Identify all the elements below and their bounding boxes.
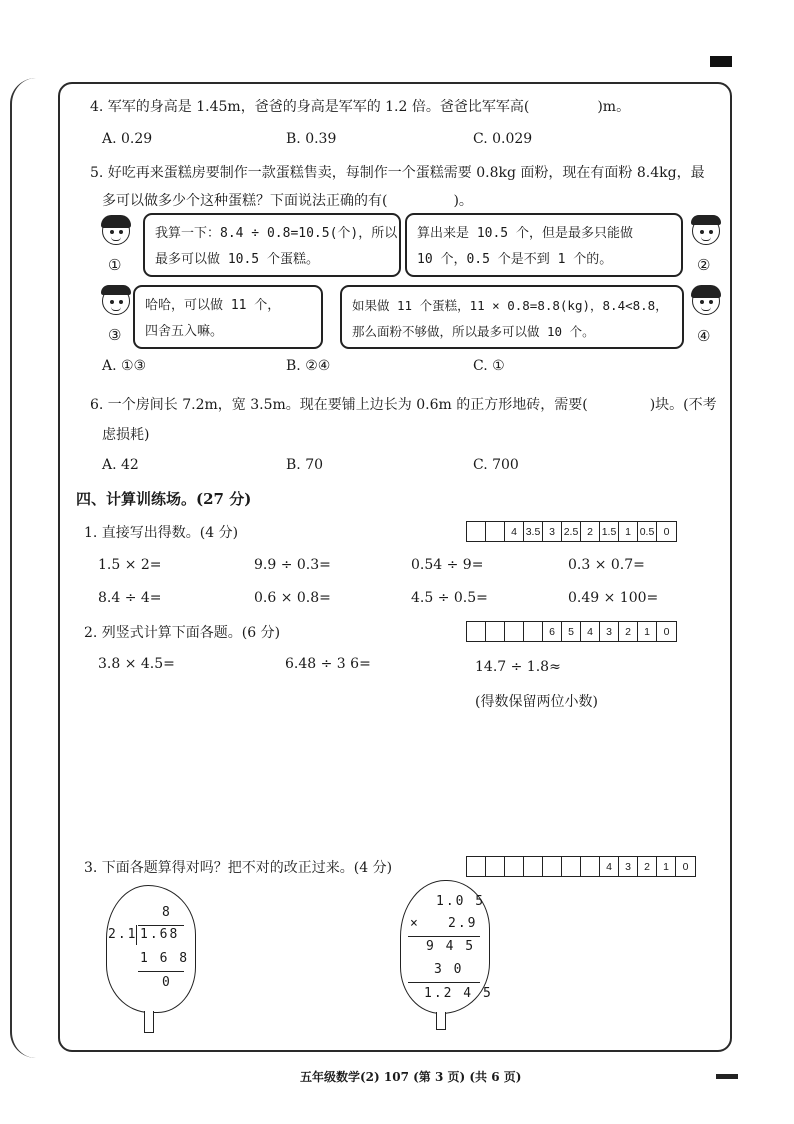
score-cell[interactable]: 3 (543, 522, 562, 541)
score-cell[interactable]: 1 (638, 622, 657, 641)
score-cell[interactable]: 2 (581, 522, 600, 541)
score-cell[interactable]: 0 (663, 625, 670, 638)
girl-avatar-1 (98, 217, 134, 253)
q4-option-a[interactable]: A. 0.29 (102, 131, 153, 147)
mult-row-2: 2.9 (448, 916, 478, 931)
bubble-2-line2: 10 个，0.5 个是不到 1 个的。 (417, 252, 613, 267)
tree-problem-1 (104, 885, 200, 1035)
speaker-2-number: ② (697, 256, 711, 274)
q5-stem-line1: 5. 好吃再来蛋糕房要制作一款蛋糕售卖，每制作一个蛋糕需要 0.8kg 面粉，现在有面粉 8.4kg，最 (90, 165, 705, 181)
score-cell[interactable] (562, 857, 581, 876)
score-cell[interactable]: 1 (619, 522, 638, 541)
calc-item-4: 0.3 × 0.7= (568, 557, 645, 573)
division-divisor: 2.1 (108, 927, 138, 942)
part1-score-box[interactable] (466, 521, 677, 542)
score-cell[interactable] (467, 522, 486, 541)
speaker-1-number: ① (108, 256, 122, 274)
score-cell[interactable]: 5 (562, 622, 581, 641)
score-cell[interactable]: 3 (619, 857, 638, 876)
q4-option-b[interactable]: B. 0.39 (286, 131, 337, 147)
mult-sign: × (410, 916, 420, 931)
score-cell[interactable]: 3 (600, 622, 619, 641)
q4-stem-end: )m。 (597, 99, 631, 115)
part2-score-box[interactable] (466, 621, 677, 642)
q6-option-b[interactable]: B. 70 (286, 457, 324, 473)
bubble-3-line1: 哈哈，可以做 11 个， (145, 298, 281, 313)
q5-stem-end: )。 (453, 193, 473, 209)
score-cell[interactable] (467, 857, 486, 876)
score-cell[interactable]: 4 (600, 857, 619, 876)
score-cell[interactable]: 4 (581, 622, 600, 641)
tree-problem-2 (398, 880, 494, 1030)
boy-avatar-3 (98, 287, 134, 323)
division-subtract-line (138, 971, 184, 972)
calc-item-3: 0.54 ÷ 9= (411, 557, 484, 573)
mult-row-1: 1.0 5 (436, 894, 486, 909)
q6-option-a[interactable]: A. 42 (102, 457, 139, 473)
q6-stem-end: )块。(不考 (649, 397, 717, 413)
score-cell[interactable] (486, 522, 505, 541)
calc-item-8: 0.49 × 100= (568, 590, 659, 606)
score-cell[interactable]: 2 (619, 622, 638, 641)
calc-item-2: 9.9 ÷ 0.3= (254, 557, 331, 573)
division-dividend: 1.68 (140, 927, 180, 942)
division-quotient: 8 (162, 905, 172, 920)
tree-trunk-2 (436, 1012, 446, 1030)
tree-trunk-1 (144, 1011, 154, 1033)
calc-item-7: 4.5 ÷ 0.5= (411, 590, 488, 606)
speech-bubble-3 (133, 285, 323, 349)
score-cell[interactable] (486, 857, 505, 876)
calc-item-6: 0.6 × 0.8= (254, 590, 331, 606)
score-cell[interactable]: 2.5 (562, 522, 581, 541)
q4-option-c[interactable]: C. 0.029 (473, 131, 533, 147)
q6-option-c[interactable]: C. 700 (473, 457, 519, 473)
calc-item-1: 1.5 × 2= (98, 557, 162, 573)
q5-stem-text: 多可以做多少个这种蛋糕？下面说法正确的有( (102, 193, 388, 209)
binding-edge (10, 78, 40, 1058)
bubble-1-line1: 我算一下：8.4 ÷ 0.8=10.5(个)，所以 (155, 226, 398, 241)
q5-stem-line2 (102, 190, 473, 210)
vertical-calc-3: 14.7 ÷ 1.8≈ (475, 659, 561, 675)
division-remainder: 0 (162, 975, 172, 990)
speaker-3-number: ③ (108, 326, 122, 344)
mult-result: 1.2 4 5 (424, 986, 493, 1001)
speech-bubble-2 (405, 213, 683, 277)
score-cell[interactable]: 0.5 (638, 522, 657, 541)
bubble-2-line1: 算出来是 10.5 个，但是最多只能做 (417, 226, 633, 241)
q5-option-c[interactable]: C. ① (473, 358, 505, 374)
score-cell[interactable]: 3.5 (524, 522, 543, 541)
part2-title: 2. 列竖式计算下面各题。(6 分) (84, 625, 281, 641)
speech-bubble-1 (143, 213, 401, 277)
speech-bubble-4 (340, 285, 684, 349)
bubble-4-line1: 如果做 11 个蛋糕，11 × 0.8=8.8(kg)，8.4<8.8， (352, 298, 668, 313)
score-cell[interactable] (467, 622, 486, 641)
q6-stem-text: 6. 一个房间长 7.2m，宽 3.5m。现在要铺上边长为 0.6m 的正方形地砖，需要( (90, 397, 588, 413)
score-cell[interactable] (524, 857, 543, 876)
bubble-4-line2: 那么面粉不够做，所以最多可以做 10 个。 (352, 324, 595, 339)
score-cell[interactable] (543, 857, 562, 876)
score-cell[interactable] (505, 857, 524, 876)
q5-option-b[interactable]: B. ②④ (286, 358, 331, 374)
girl-avatar-4 (688, 287, 724, 323)
score-cell[interactable]: 0 (663, 525, 670, 538)
boy-avatar-2 (688, 217, 724, 253)
q4-stem-text: 4. 军军的身高是 1.45m，爸爸的身高是军军的 1.2 倍。爸爸比军军高( (90, 99, 530, 115)
score-cell[interactable]: 0 (682, 860, 689, 873)
speaker-4-number: ④ (697, 327, 711, 345)
score-cell[interactable]: 6 (543, 622, 562, 641)
calc-item-5: 8.4 ÷ 4= (98, 590, 162, 606)
score-cell[interactable] (524, 622, 543, 641)
q5-option-a[interactable]: A. ①③ (102, 358, 147, 374)
vertical-calc-1: 3.8 × 4.5= (98, 656, 175, 672)
footer-registration-mark (716, 1074, 738, 1079)
bubble-3-line2: 四舍五入嘛。 (145, 324, 224, 339)
tree-canopy-1 (106, 885, 196, 1013)
division-bar (138, 925, 184, 926)
rounding-note: (得数保留两位小数) (475, 694, 598, 710)
score-cell[interactable]: 2 (638, 857, 657, 876)
q6-stem-line1 (90, 394, 717, 414)
corner-registration-mark (710, 56, 732, 67)
mult-row-3: 9 4 5 (426, 939, 476, 954)
mult-line-2 (408, 982, 480, 983)
page-footer: 五年级数学(2) 107 (第 3 页) (共 6 页) (300, 1070, 522, 1084)
score-cell[interactable] (581, 857, 600, 876)
part3-score-box[interactable] (466, 856, 696, 877)
part1-title: 1. 直接写出得数。(4 分) (84, 525, 239, 541)
mult-row-4: 3 0 (434, 962, 464, 977)
score-cell[interactable] (486, 622, 505, 641)
score-cell[interactable]: 4 (505, 522, 524, 541)
division-product: 1 6 8 (140, 951, 190, 966)
score-cell[interactable]: 1.5 (600, 522, 619, 541)
score-cell[interactable]: 1 (657, 857, 676, 876)
score-cell[interactable] (505, 622, 524, 641)
section-4-title: 四、计算训练场。(27 分) (76, 490, 252, 508)
q6-stem-line2: 虑损耗) (102, 427, 150, 443)
vertical-calc-2: 6.48 ÷ 3 6= (285, 656, 371, 672)
bubble-1-line2: 最多可以做 10.5 个蛋糕。 (155, 252, 319, 267)
q4-stem (90, 96, 630, 116)
part3-title: 3. 下面各题算得对吗？把不对的改正过来。(4 分) (84, 860, 393, 876)
mult-line-1 (408, 936, 480, 937)
